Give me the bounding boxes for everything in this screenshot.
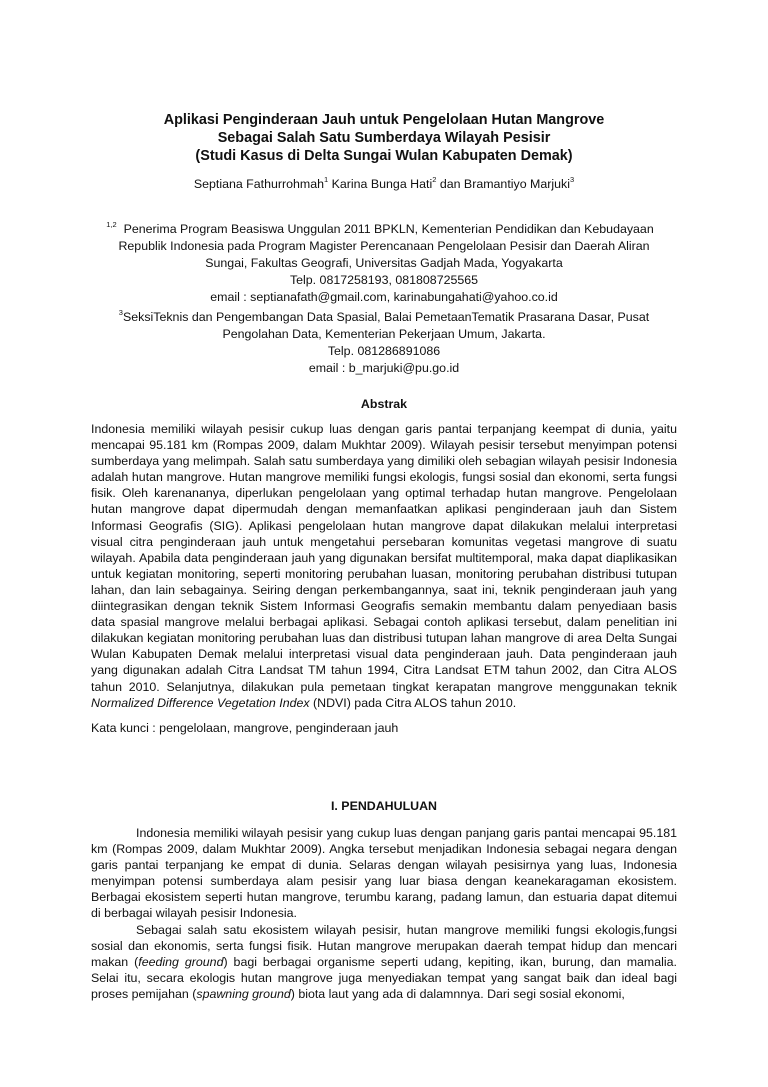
abstract-text: Indonesia memiliki wilayah pesisir cukup luas dengan garis pantai terpanjang keempat di dunia, yaitu mencapai 95.181 km (Rompas 2009, dalam Mukhtar 2009). Wilayah pesisir tersebut menyimpan potensi sumberdaya yang melimpah. Salah satu sumberdaya yang dimiliki oleh sebagian wilayah pesisir Indonesia adalah hutan mangrove. Hutan mangrove memiliki fungsi ekologis, fungsi sosial dan ekonomi, serta fungsi fisik. Oleh karenananya, diperlukan pengelolaan yang optimal terhadap hutan mangrove. Pengelolaan hutan mangrove dapat dipermudah dengan memanfaatkan aplikasi penginderaan jauh dan Sistem Informasi Geografis (SIG). Aplikasi pengelolaan hutan mangrove dapat dilakukan melalui interpretasi visual citra penginderaan jauh untuk mengetahui persebaran komunitas vegetasi mangrove di suatu wilayah. Apabila data penginderaan jauh yang digunakan bersifat multitemporal, maka dapat diaplikasikan untuk kegiatan monitoring, seperti monitoring perubahan luasan, monitoring perubahan distribusi tutupan lahan, dan lain sebagainya. Seiring dengan perkembangannya, saat ini, teknik penginderaan jauh yang diintegrasikan dengan teknik Sistem Informasi Geografis semakin membantu dalam penyediaan basis data spasial mangrove melalui berbagai aplikasi. Sebagai contoh aplikasi tersebut, dalam penelitian ini dilakukan kegiatan monitoring perubahan luas dan distribusi tutupan lahan mangrove di area Delta Sungai Wulan Kabupaten Demak melalui interpretasi visual data penginderaan jauh. Data penginderaan jauh yang digunakan adalah Citra Landsat TM tahun 1994, Citra Landsat ETM tahun 2002, dan Citra ALOS tahun 2010. Selanjutnya, dilakukan pula pemetaan tingkat kerapatan mangrove menggunakan teknik: [91, 422, 677, 694]
affiliation-2-sup: 3: [118, 308, 123, 317]
affiliation-2-email: email : b_marjuki@pu.go.id: [308, 361, 460, 375]
affiliation-1-phone: Telp. 0817258193, 081808725565: [289, 273, 479, 287]
affiliation-2-line-2: Pengolahan Data, Kementerian Pekerjaan Umum, Jakarta.: [222, 327, 546, 341]
abstract-heading: Abstrak: [360, 397, 408, 411]
affiliation-2: [90, 309, 678, 377]
paragraph-2-part-b: ) bagi berbagai organisme seperti udang, kepiting, ikan, burung, dan mamalia. Selai itu, secara ekologis hutan mangrove juga menyediakan tempat yang sangat baik dan ideal bagi proses pemijahan (: [91, 954, 677, 1001]
title-line-2: Sebagai Salah Satu Sumberdaya Wilayah Pesisir: [217, 130, 551, 146]
affiliation-1-email: email : septianafath@gmail.com, karinabungahati@yahoo.co.id: [210, 290, 558, 304]
section-body: [91, 825, 677, 1002]
affiliation-1: [90, 221, 678, 306]
affiliation-1-line-1: Penerima Program Beasiswa Unggulan 2011 BPKLN, Kementerian Pendidikan dan Kebudayaan: [116, 222, 654, 236]
paragraph-2-part-a: Sebagai salah satu ekosistem wilayah pesisir, hutan mangrove memiliki fungsi ekologis,fungsi sosial dan ekonomis, serta fungsi fisik. Hutan mangrove merupakan daerah tempat hidup dan mencari makan (: [91, 922, 677, 969]
affiliation-1-line-2: Republik Indonesia pada Program Magister Perencanaan Pengelolaan Pesisir dan Daerah Aliran: [118, 239, 650, 253]
author-3: dan Bramantiyo Marjuki: [436, 177, 570, 191]
affiliation-2-phone: Telp. 081286891086: [327, 344, 441, 358]
abstract-italic-term: Normalized Difference Vegetation Index: [91, 695, 310, 710]
author-2: Karina Bunga Hati: [328, 177, 433, 191]
title-line-1: Aplikasi Penginderaan Jauh untuk Pengelolaan Hutan Mangrove: [163, 112, 605, 128]
affiliation-2-line-1: SeksiTeknis dan Pengembangan Data Spasial, Balai PemetaanTematik Prasarana Dasar, Pusat: [122, 310, 650, 324]
keywords: Kata kunci : pengelolaan, mangrove, penginderaan jauh: [91, 721, 399, 735]
paragraph-1: Indonesia memiliki wilayah pesisir yang cukup luas dengan panjang garis pantai mencapai 95.181 km (Rompas 2009, dalam Mukhtar 2009). Angka tersebut menjadikan Indonesia sebagai negara dengan garis pantai terpanjang ke empat di dunia. Selaras dengan wilayah pesisirnya yang luas, Indonesia menyimpan potensi sumberdaya alam pesisir yang luar biasa dengan keanekaragaman ekosistem. Berbagai ekosistem seperti hutan mangrove, terumbu karang, padang lamun, dan estuaria dapat ditemui di berbagai wilayah pesisir Indonesia.: [91, 826, 677, 921]
affiliation-1-line-3: Sungai, Fakultas Geografi, Universitas Gadjah Mada, Yogyakarta: [205, 256, 563, 270]
paper-title: [90, 111, 678, 165]
title-line-3: (Studi Kasus di Delta Sungai Wulan Kabupaten Demak): [195, 148, 573, 164]
author-3-sup: 3: [569, 175, 575, 184]
affiliation-1-sup: 1,2: [106, 220, 117, 229]
feeding-ground-term: feeding ground: [138, 954, 224, 969]
paragraph-2: [91, 922, 677, 1002]
abstract-body: [91, 421, 677, 711]
author-list: [90, 177, 678, 191]
author-2-sup: 2: [432, 175, 437, 184]
author-1-sup: 1: [324, 175, 329, 184]
author-1: Septiana Fathurrohmah: [193, 177, 325, 191]
spawning-ground-term: spawning ground: [196, 986, 291, 1001]
paragraph-2-part-c: ) biota laut yang ada di dalamnnya. Dari segi sosial ekonomi,: [290, 986, 625, 1001]
abstract-tail: (NDVI) pada Citra ALOS tahun 2010.: [309, 695, 517, 710]
section-heading: I. PENDAHULUAN: [330, 799, 437, 813]
